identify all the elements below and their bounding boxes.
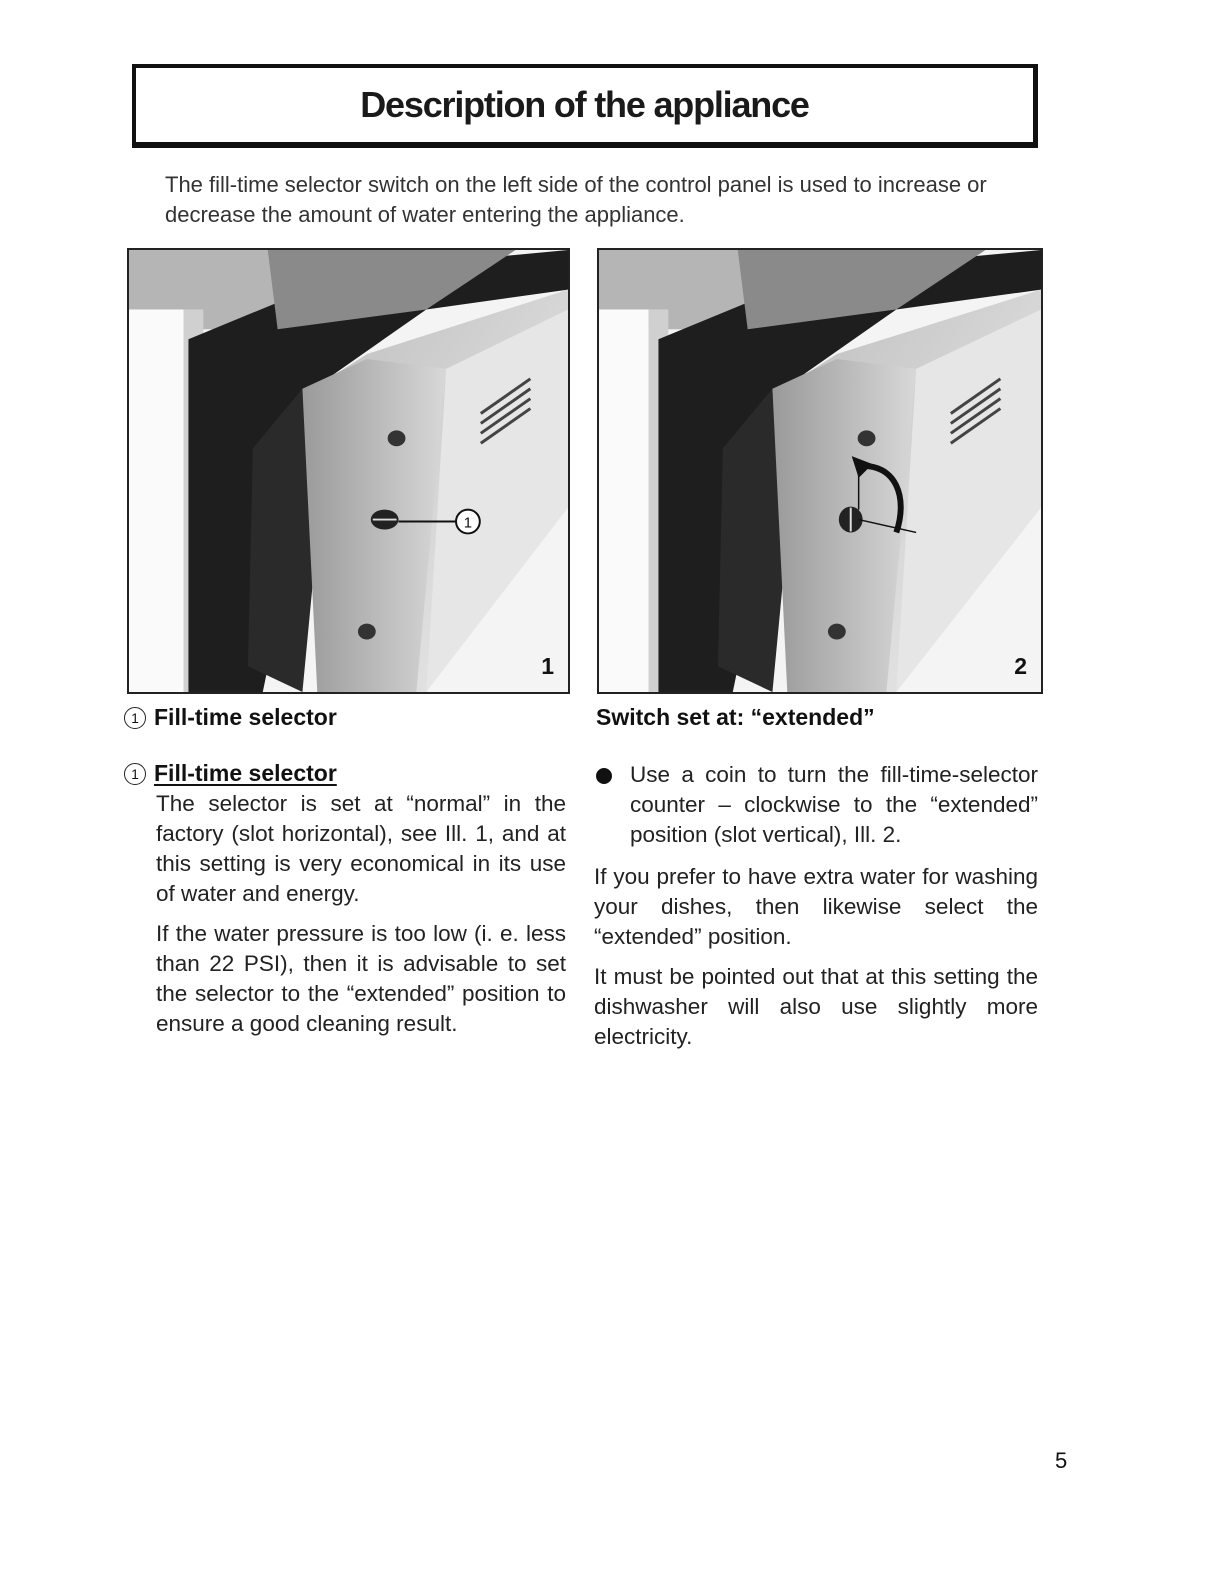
figure-2-caption: Switch set at: “extended” [596, 704, 875, 730]
bullet-item [594, 760, 1038, 850]
bullet-text: Use a coin to turn the fill-time-selector counter – clockwise to the “extended” position (slot vertical), Ill. 2. [630, 762, 1038, 847]
figure-1-caption-text: Fill-time selector [154, 704, 337, 730]
paragraph: If you prefer to have extra water for washing your dishes, then likewise select the “extended” position. [594, 864, 1038, 949]
section-heading-text: Fill-time selector [154, 760, 337, 786]
figure-number: 1 [541, 653, 554, 679]
figure-1-callout: 1 [463, 515, 473, 532]
figure-1-illustration [129, 250, 568, 692]
section-heading [124, 760, 566, 787]
left-column [124, 760, 566, 1049]
figure-2 [597, 248, 1043, 694]
paragraph: It must be pointed out that at this setting the dishwasher will also use slightly more electricity. [594, 964, 1038, 1049]
intro-paragraph: The fill-time selector switch on the left side of the control panel is used to increase or decrease the amount of water entering the appliance. [165, 172, 987, 227]
figure-number: 2 [1014, 653, 1027, 679]
figure-2-illustration [599, 250, 1041, 692]
paragraph: The selector is set at “normal” in the factory (slot horizontal), see Ill. 1, and at this setting is very economical in its use of water and energy. [156, 791, 566, 906]
figure-1 [127, 248, 570, 694]
page-title: Description of the appliance [360, 84, 809, 125]
bullet-dot-icon [596, 768, 612, 784]
page-number: 5 [1055, 1448, 1068, 1473]
callout-marker: 1 [124, 763, 146, 785]
right-column [594, 760, 1038, 1062]
callout-marker: 1 [124, 707, 146, 729]
paragraph: If the water pressure is too low (i. e. less than 22 PSI), then it is advisable to set the selector to the “extended” position to ensure a good cleaning result. [156, 921, 566, 1036]
figure-1-caption [124, 704, 337, 731]
title-box [132, 64, 1038, 148]
